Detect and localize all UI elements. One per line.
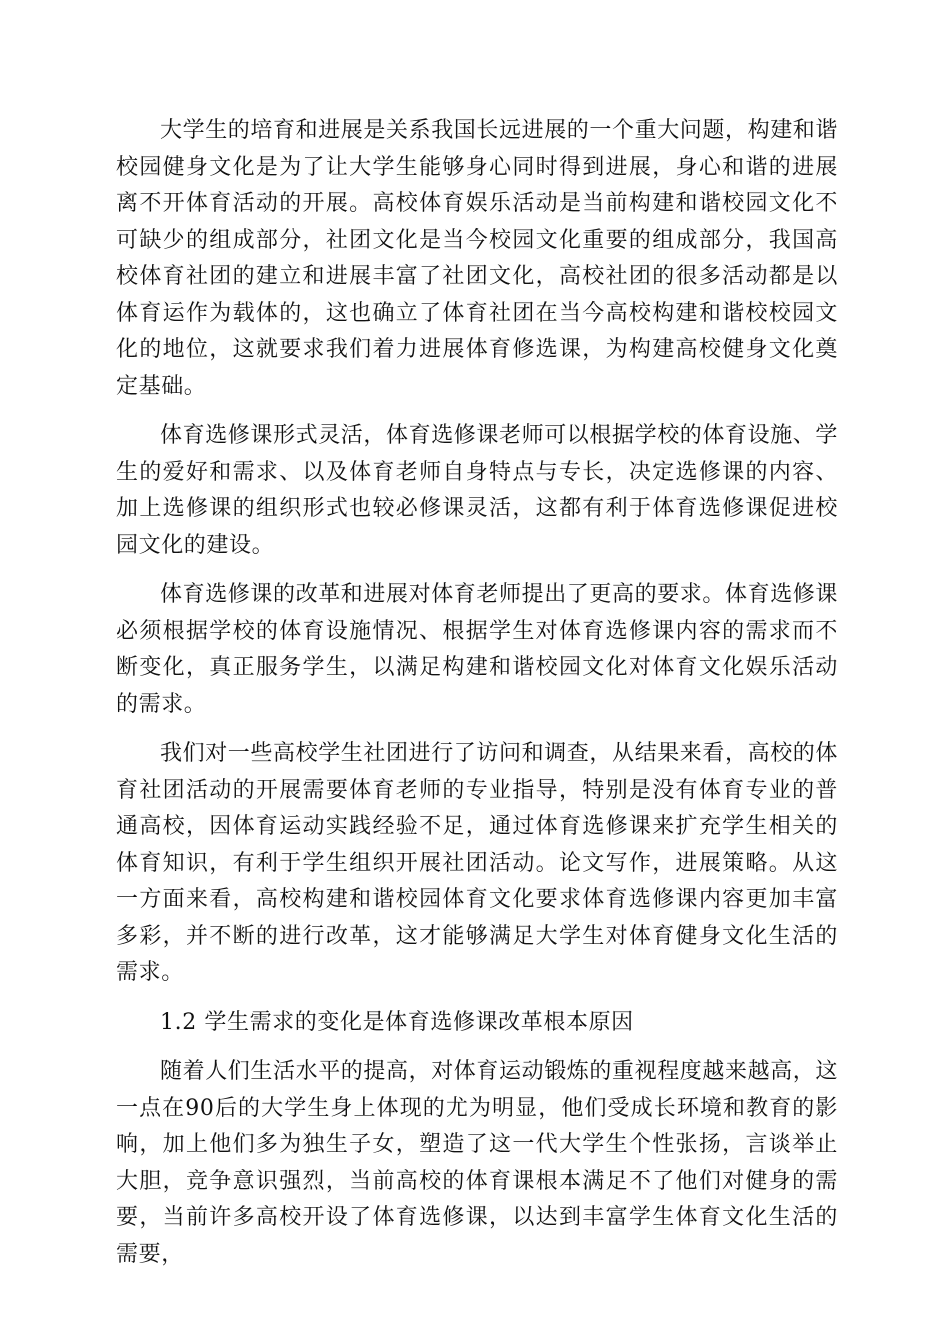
paragraph-1: 大学生的培育和进展是关系我国长远进展的一个重大问题，构建和谐校园健身文化是为了让大学生能够身心同时得到进展，身心和谐的进展离不开体育活动的开展。高校体育娱乐活动是当前构建和谐校园文化不可缺少的组成部分，社团文化是当今校园文化重要的组成部分，我国高校体育社团的建立和进展丰富了社团文化，高校社团的很多活动都是以体育运作为载体的，这也确立了体育社团在当今高校构建和谐校校园文化的地位，这就要求我们着力进展体育修选课，为构建高校健身文化奠定基础。 (116, 118, 839, 399)
paragraph-2: 体育选修课形式灵活，体育选修课老师可以根据学校的体育设施、学生的爱好和需求、以及体育老师自身特点与专长，决定选修课的内容、加上选修课的组织形式也较必修课灵活，这都有利于体育选修课促进校园文化的建设。 (116, 423, 839, 558)
document-body (116, 113, 838, 1286)
paragraph-4: 我们对一些高校学生社团进行了访问和调查，从结果来看，高校的体育社团活动的开展需要体育老师的专业指导，特别是没有体育专业的普通高校，因体育运动实践经验不足，通过体育选修课来扩充学生相关的体育知识，有利于学生组织开展社团活动。论文写作，进展策略。从这一方面来看，高校构建和谐校园体育文化要求体育选修课内容更加丰富多彩，并不断的进行改革，这才能够满足大学生对体育健身文化生活的需求。 (116, 741, 839, 985)
paragraph-5: 随着人们生活水平的提高，对体育运动锻炼的重视程度越来越高，这一点在90后的大学生身上体现的尤为明显，他们受成长环境和教育的影响，加上他们多为独生子女，塑造了这一代大学生个性张扬，言谈举止大胆，竞争意识强烈，当前高校的体育课根本满足不了他们对健身的需要，当前许多高校开设了体育选修课，以达到丰富学生体育文化生活的需要， (116, 1059, 839, 1267)
paragraph-3: 体育选修课的改革和进展对体育老师提出了更高的要求。体育选修课必须根据学校的体育设施情况、根据学生对体育选修课内容的需求而不断变化，真正服务学生，以满足构建和谐校园文化对体育文化娱乐活动的需求。 (116, 582, 839, 717)
section-heading: 1.2 学生需求的变化是体育选修课改革根本原因 (160, 1009, 634, 1035)
